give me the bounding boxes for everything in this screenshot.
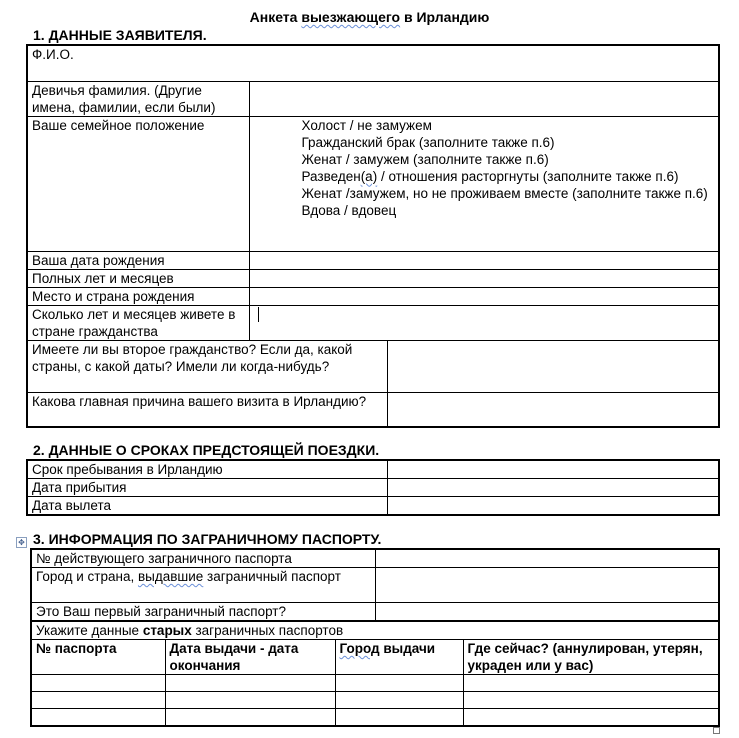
table-cell[interactable] xyxy=(463,675,719,692)
maiden-name-label: Девичья фамилия. (Другие имена, фамилии, если были) xyxy=(27,81,249,116)
table-cell[interactable] xyxy=(165,675,335,692)
second-citizenship-label: Имеете ли вы второе гражданство? Если да, какой страны, с какой даты? Имели ли когда-нибудь? xyxy=(27,340,387,392)
first-passport-field[interactable] xyxy=(375,603,719,622)
issued-by-field[interactable] xyxy=(375,568,719,603)
col-where-now: Где сейчас? (аннулирован, утерян, украден или у вас) xyxy=(463,640,719,675)
residence-field[interactable] xyxy=(249,305,719,340)
table-resize-handle-icon[interactable] xyxy=(713,727,720,734)
age-field[interactable] xyxy=(249,269,719,287)
arrival-date-field[interactable] xyxy=(387,479,719,497)
section-2-heading: 2. ДАННЫЕ О СРОКАХ ПРЕДСТОЯЩЕЙ ПОЕЗДКИ. xyxy=(33,442,380,458)
table-cell[interactable] xyxy=(335,675,463,692)
second-citizenship-field[interactable] xyxy=(387,340,719,392)
applicant-table xyxy=(26,44,720,428)
family-status-label: Ваше семейное положение xyxy=(27,116,249,251)
maiden-name-field[interactable] xyxy=(249,81,719,116)
stay-duration-label: Срок пребывания в Ирландию xyxy=(27,460,387,479)
table-cell[interactable] xyxy=(31,675,165,692)
table-cell[interactable] xyxy=(463,709,719,726)
stay-duration-field[interactable] xyxy=(387,460,719,479)
section-3-heading: 3. ИНФОРМАЦИЯ ПО ЗАГРАНИЧНОМУ ПАСПОРТУ. xyxy=(33,531,382,547)
old-passports-label: Укажите данные старых заграничных паспортов xyxy=(31,621,719,640)
option-civil[interactable]: Гражданский брак (заполните также п.6) xyxy=(301,134,555,150)
residence-label: Сколько лет и месяцев живете в стране гражданства xyxy=(27,305,249,340)
passport-number-field[interactable] xyxy=(375,549,719,568)
col-city: Город выдачи xyxy=(335,640,463,675)
birthplace-field[interactable] xyxy=(249,287,719,305)
table-cell[interactable] xyxy=(31,692,165,709)
issued-by-label: Город и страна, выдавшие заграничный паспорт xyxy=(31,568,375,603)
passport-number-label: № действующего заграничного паспорта xyxy=(31,549,375,568)
visit-purpose-field[interactable] xyxy=(387,392,719,427)
passport-table xyxy=(30,548,720,622)
dob-field[interactable] xyxy=(249,251,719,269)
table-cell[interactable] xyxy=(165,692,335,709)
table-move-handle-icon[interactable]: ✥ xyxy=(16,537,27,548)
family-status-options[interactable] xyxy=(249,116,719,251)
document-title: Анкета выезжающего в Ирландию xyxy=(249,9,490,25)
col-passport-number: № паспорта xyxy=(31,640,165,675)
option-divorced[interactable]: Разведен(а) / отношения расторгнуты (заполните также п.6) xyxy=(301,168,679,184)
table-cell[interactable] xyxy=(335,709,463,726)
section-1-heading: 1. ДАННЫЕ ЗАЯВИТЕЛЯ. xyxy=(33,27,207,43)
option-single[interactable]: Холост / не замужем xyxy=(301,117,432,133)
table-cell[interactable] xyxy=(31,709,165,726)
visit-purpose-label: Какова главная причина вашего визита в Ирландию? xyxy=(27,392,387,427)
old-passports-table xyxy=(30,620,720,727)
col-dates: Дата выдачи - дата окончания xyxy=(165,640,335,675)
dob-label: Ваша дата рождения xyxy=(27,251,249,269)
fio-row[interactable] xyxy=(27,45,719,81)
trip-table xyxy=(26,459,720,516)
option-separated[interactable]: Женат /замужем, но не проживаем вместе (заполните также п.6) xyxy=(301,185,708,201)
table-cell[interactable] xyxy=(463,692,719,709)
option-widowed[interactable]: Вдова / вдовец xyxy=(301,202,397,218)
arrival-date-label: Дата прибытия xyxy=(27,479,387,497)
option-married[interactable]: Женат / замужем (заполните также п.6) xyxy=(301,151,549,167)
departure-date-field[interactable] xyxy=(387,497,719,516)
departure-date-label: Дата вылета xyxy=(27,497,387,516)
table-cell[interactable] xyxy=(335,692,463,709)
table-cell[interactable] xyxy=(165,709,335,726)
age-label: Полных лет и месяцев xyxy=(27,269,249,287)
first-passport-label: Это Ваш первый заграничный паспорт? xyxy=(31,603,375,622)
fio-label: Ф.И.О. xyxy=(32,47,74,62)
text-cursor xyxy=(258,307,259,322)
birthplace-label: Место и страна рождения xyxy=(27,287,249,305)
